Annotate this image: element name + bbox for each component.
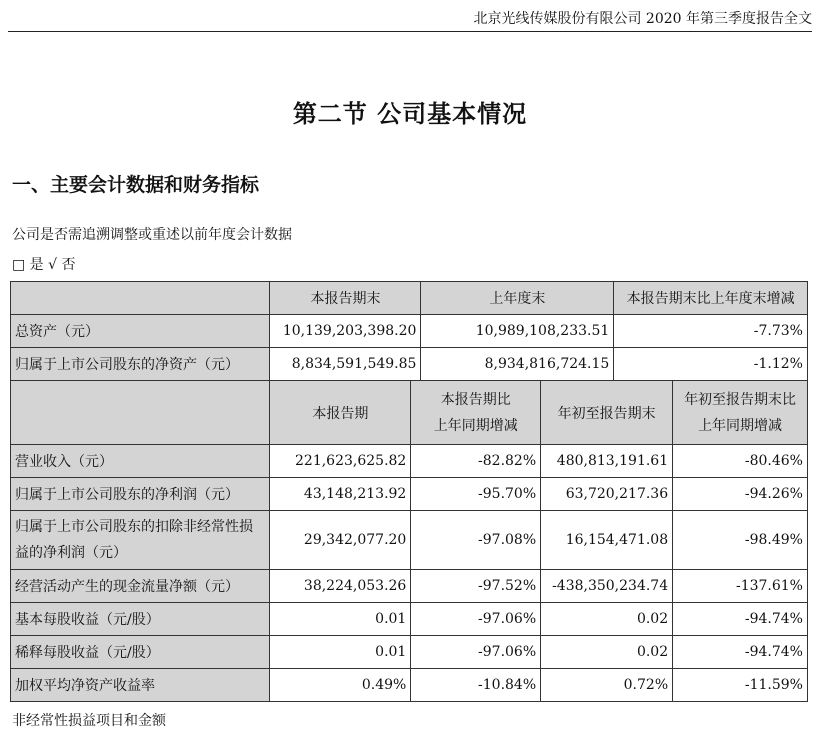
table-cell: 0.02 (541, 636, 673, 669)
table-row (11, 603, 808, 636)
table-row (11, 570, 808, 603)
table-row (11, 669, 808, 702)
restate-question: 公司是否需追溯调整或重述以前年度会计数据 (12, 227, 292, 243)
row-label (11, 511, 270, 570)
heading: 一、主要会计数据和财务指标 (12, 174, 260, 196)
row-label: 经营活动产生的现金流量净额（元） (11, 570, 270, 603)
row-label: 基本每股收益（元/股） (11, 603, 270, 636)
income-table (10, 380, 808, 702)
header-line: 本报告期比 (440, 391, 511, 408)
header-cell (11, 381, 270, 445)
table-cell: -11.59% (673, 669, 808, 702)
row-label: 总资产（元） (11, 315, 270, 348)
table-cell: -94.74% (673, 603, 808, 636)
row-label: 营业收入（元） (11, 445, 270, 478)
row-label: 归属于上市公司股东的净资产（元） (11, 348, 270, 381)
table-cell: -97.06% (411, 603, 541, 636)
table-cell: 0.72% (541, 669, 673, 702)
header-cell (11, 282, 270, 315)
header-cell: 上年度末 (421, 282, 614, 315)
table-cell: -94.26% (673, 478, 808, 511)
table-cell: 29,342,077.20 (270, 511, 411, 570)
table-cell: 0.01 (270, 636, 411, 669)
header-line: 上年同期增减 (433, 417, 518, 434)
header-cell: 本报告期末 (270, 282, 421, 315)
table-cell: -97.52% (411, 570, 541, 603)
table-row (11, 636, 808, 669)
header-cell (411, 381, 541, 445)
table-cell: -438,350,234.74 (541, 570, 673, 603)
table-cell: 10,139,203,398.20 (270, 315, 421, 348)
page-header: 北京光线传媒股份有限公司 2020 年第三季度报告全文 (8, 0, 812, 32)
section-title: 第二节 公司基本情况 (292, 99, 528, 128)
row-label: 稀释每股收益（元/股） (11, 636, 270, 669)
row-label-line: 益的净利润（元） (15, 545, 127, 561)
table-row (11, 315, 808, 348)
header-line: 上年同期增减 (698, 417, 783, 434)
table-row (11, 445, 808, 478)
table-cell: 10,989,108,233.51 (421, 315, 614, 348)
table-cell: -7.73% (614, 315, 808, 348)
table-cell: 16,154,471.08 (541, 511, 673, 570)
table-cell: -98.49% (673, 511, 808, 570)
table-cell: 8,934,816,724.15 (421, 348, 614, 381)
table-header-row (11, 381, 808, 445)
table-cell: -94.74% (673, 636, 808, 669)
header-cell: 年初至报告期末 (541, 381, 673, 445)
table-cell: -97.08% (411, 511, 541, 570)
header-cell (673, 381, 808, 445)
table-cell: 221,623,625.82 (270, 445, 411, 478)
header-line: 年初至报告期末比 (684, 391, 797, 408)
table-cell: -1.12% (614, 348, 808, 381)
table-header-row (11, 282, 808, 315)
table-cell: -97.06% (411, 636, 541, 669)
table-cell: 0.02 (541, 603, 673, 636)
row-label: 加权平均净资产收益率 (11, 669, 270, 702)
table-cell: -95.70% (411, 478, 541, 511)
table-cell: 0.49% (270, 669, 411, 702)
table-cell: 43,148,213.92 (270, 478, 411, 511)
table-cell: 0.01 (270, 603, 411, 636)
row-label: 归属于上市公司股东的净利润（元） (11, 478, 270, 511)
table-cell: -80.46% (673, 445, 808, 478)
restate-choice: □ 是 √ 否 (12, 257, 76, 273)
table-row (11, 478, 808, 511)
table-cell: -82.82% (411, 445, 541, 478)
header-cell: 本报告期末比上年度末增减 (614, 282, 808, 315)
footer-note: 非经常性损益项目和金额 (12, 713, 166, 729)
table-cell: 38,224,053.26 (270, 570, 411, 603)
table-cell: 63,720,217.36 (541, 478, 673, 511)
table-row (11, 348, 808, 381)
row-label-line: 归属于上市公司股东的扣除非经常性损 (15, 519, 253, 535)
table-cell: -10.84% (411, 669, 541, 702)
header-cell: 本报告期 (270, 381, 411, 445)
table-cell: 480,813,191.61 (541, 445, 673, 478)
table-cell: -137.61% (673, 570, 808, 603)
balance-table (10, 281, 808, 381)
table-row (11, 511, 808, 570)
table-cell: 8,834,591,549.85 (270, 348, 421, 381)
